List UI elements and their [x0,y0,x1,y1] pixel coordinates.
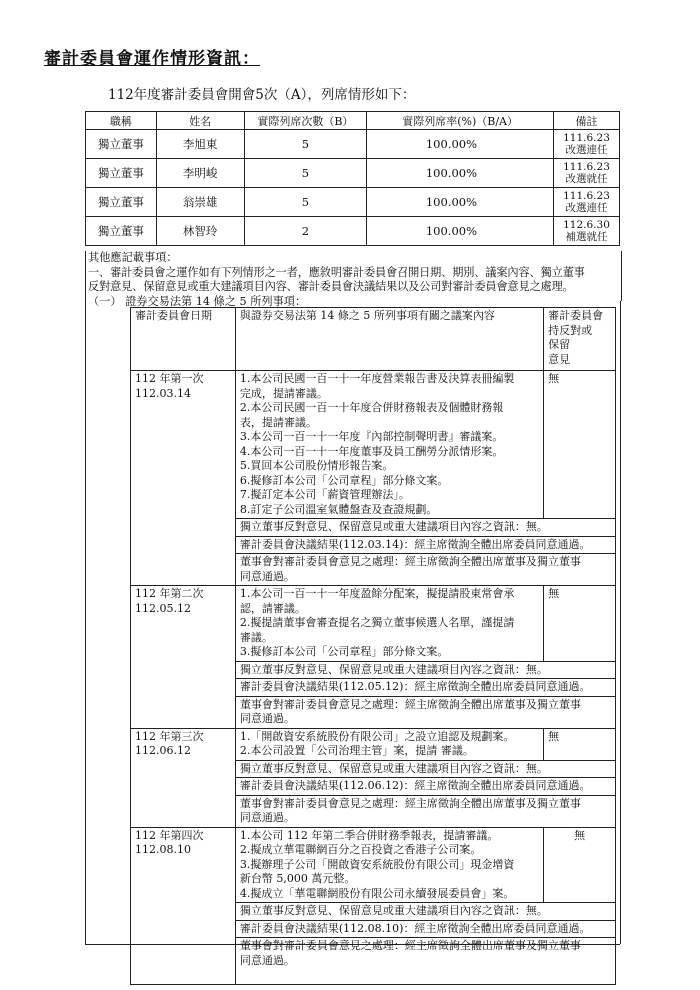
meeting-row [131,827,616,903]
agenda-item: 5.買回本公司股份情形報告案。 [239,459,394,472]
meeting-opinion-cell: 無 [544,371,616,519]
note-date: 111.6.23 [563,190,610,202]
agenda-item: 1.本公司民國一百一十一年度營業報告書及決算表冊編製 [239,372,515,385]
other-items-line: 一、審計委員會之運作如有下列情形之一者，應敘明審計委員會召開日期、期別、議案內容、獨立董事 [88,265,585,279]
agenda-item: 3.擬修訂本公司「公司章程」部分條文案。 [239,645,449,658]
attendance-header-row [86,112,620,130]
cell-rate: 100.00% [367,217,554,246]
header-note: 備註 [554,112,620,130]
header-opinion [544,308,616,371]
other-items-heading: 其他應記載事項： [88,251,178,264]
meeting-session: 112 年第一次 [135,372,204,385]
handling-line: 同意通過。 [239,811,295,824]
meeting-items-cell [235,728,543,760]
cell-name: 翁崇雄 [156,188,244,217]
other-items-line: 反對意見、保留意見或重大建議項目內容、審計委員會決議結果以及公司對審計委員會意見之處理。 [88,280,574,293]
meeting-session: 112 年第二次 [135,587,204,600]
header-opinion-line: 意見 [548,352,571,366]
resolution-info: 審計委員會決議結果(112.08.10)：經主席徵詢全體出席委員同意通過。 [235,920,615,938]
table-row [86,188,620,217]
agenda-item: 2.擬提請董事會審查提名之獨立董事候選人名單，謹提請 [239,616,515,629]
meeting-row [131,728,616,760]
cell-title: 獨立董事 [86,217,157,246]
agenda-item: 4.本公司一百一十一年度董事及員工酬勞分派情形案。 [239,444,504,458]
note-status: 改選連任 [565,202,608,214]
dissent-info: 獨立董事反對意見、保留意見或重大建議項目內容之資訊：無。 [235,519,615,537]
header-meeting-date: 審計委員會日期 [131,308,236,371]
meeting-session: 112 年第三次 [135,729,204,743]
agenda-item: 2.本公司民國一百一十年度合併財務報表及個體財務報 [239,401,504,414]
cell-count: 5 [244,130,367,159]
agenda-item: 6.擬修訂本公司「公司章程」部分條文案。 [239,473,449,487]
meeting-opinion-cell: 無 [544,586,616,662]
meeting-opinion-cell: 無 [544,827,616,903]
meeting-opinion-cell: 無 [544,728,616,760]
header-rate: 實際列席率(%)（B/A） [367,112,554,130]
cell-note [554,130,620,159]
meeting-date-cell [131,827,236,985]
meetings-header-row [131,308,616,371]
meeting-items-cell [235,586,543,662]
agenda-item: 完成，提請審議。 [239,386,328,400]
table-row [86,130,620,159]
cell-name: 林智玲 [156,217,244,246]
handling-info [235,938,615,985]
agenda-item: 4.擬成立「華電聯網股份有限公司永續發展委員會」案。 [239,886,515,900]
handling-info [235,795,615,827]
page-subtitle: 112年度審計委員會開會5次（A），列席情形如下： [108,87,416,103]
note-date: 111.6.23 [563,161,610,173]
table-row [86,159,620,188]
handling-line: 同意通過。 [239,569,295,583]
meeting-date: 112.08.10 [135,843,191,856]
cell-title: 獨立董事 [86,159,157,188]
handling-info [235,554,615,586]
agenda-item: 3.擬辦理子公司「開啟資安系統股份有限公司」現金增資 [239,857,515,871]
header-opinion-line: 保留 [548,338,571,351]
frame-right-border [620,301,621,944]
resolution-info: 審計委員會決議結果(112.06.12)：經主席徵詢全體出席委員同意通過。 [235,778,615,796]
cell-title: 獨立董事 [86,130,157,159]
handling-line: 董事會對審計委員會意見之處理：經主席徵詢全體出席董事及獨立董事 [239,555,581,568]
agenda-item: 表，提請審議。 [239,415,317,429]
handling-line: 董事會對審計委員會意見之處理：經主席徵詢全體出席董事及獨立董事 [239,697,581,711]
agenda-item: 1.本公司一百一十一年度盈餘分配案，擬提請股東常會承 [239,587,515,600]
cell-rate: 100.00% [367,159,554,188]
note-date: 111.6.23 [563,132,610,144]
agenda-item: 新台幣 5,000 萬元整。 [239,872,356,885]
note-status: 改選就任 [565,173,608,185]
meeting-date: 112.05.12 [135,601,191,615]
meeting-row [131,371,616,519]
cell-title: 獨立董事 [86,188,157,217]
agenda-item: 2.本公司設置「公司治理主管」案，提請 審議。 [239,744,474,757]
other-items-section [85,251,622,308]
meeting-date-cell [131,371,236,586]
cell-count: 5 [244,188,367,217]
handling-info [235,696,615,728]
agenda-item: 8.訂定子公司溫室氣體盤查及查證規劃。 [239,502,438,516]
dissent-info: 獨立董事反對意見、保留意見或重大建議項目內容之資訊：無。 [235,661,615,679]
cell-count: 5 [244,159,367,188]
cell-rate: 100.00% [367,188,554,217]
note-status: 補選就任 [565,231,608,243]
cell-note [554,159,620,188]
handling-line: 同意通過。 [239,712,295,725]
header-name: 姓名 [156,112,244,130]
handling-line: 同意通過。 [239,953,295,967]
header-count: 實際列席次數（B） [244,112,367,130]
resolution-info: 審計委員會決議結果(112.05.12)：經主席徵詢全體出席委員同意通過。 [235,679,615,697]
other-items-subheading: （一） 證券交易法第 14 條之 5 所列事項： [88,294,307,308]
handling-line: 董事會對審計委員會意見之處理：經主席徵詢全體出席董事及獨立董事 [239,796,581,810]
table-row [86,217,620,246]
agenda-item: 7.擬訂定本公司「薪資管理辦法」。 [239,488,410,501]
cell-note [554,217,620,246]
cell-count: 2 [244,217,367,246]
cell-rate: 100.00% [367,130,554,159]
meeting-session: 112 年第四次 [135,828,204,842]
meeting-date-cell [131,586,236,729]
agenda-item: 2.擬成立華電聯網百分之百投資之香港子公司案。 [239,843,482,856]
header-title: 職稱 [86,112,157,130]
meeting-row [131,586,616,662]
cell-name: 李明峻 [156,159,244,188]
meeting-date: 112.06.12 [135,744,191,757]
cell-note [554,188,620,217]
meetings-table [130,307,616,985]
attendance-table [85,111,620,246]
agenda-item: 1.「開啟資安系統股份有限公司」之設立追認及規劃案。 [239,729,515,743]
cell-name: 李旭東 [156,130,244,159]
handling-line: 董事會對審計委員會意見之處理：經主席徵詢全體出席董事及獨立董事 [239,939,581,952]
agenda-item: 審議。 [239,630,273,644]
header-agenda-content: 與證券交易法第 14 條之 5 所列事項有關之議案內容 [235,308,543,371]
meeting-date: 112.03.14 [135,386,191,400]
note-status: 改選連任 [565,144,608,156]
meeting-items-cell [235,827,543,903]
meeting-date-cell [131,728,236,827]
page-title: 審計委員會運作情形資訊： [44,49,260,69]
frame-left-border [85,301,86,944]
agenda-item: 3.本公司一百一十一年度『內部控制聲明書』審議案。 [239,430,504,443]
dissent-info: 獨立董事反對意見、保留意見或重大建議項目內容之資訊：無。 [235,760,615,778]
note-date: 112.6.30 [563,219,610,231]
agenda-item: 認，請審議。 [239,601,306,615]
header-opinion-line: 審計委員會 [548,309,604,322]
resolution-info: 審計委員會決議結果(112.03.14)：經主席徵詢全體出席委員同意通過。 [235,536,615,554]
meeting-items-cell [235,371,543,519]
dissent-info: 獨立董事反對意見、保留意見或重大建議項目內容之資訊：無。 [235,903,615,921]
header-opinion-line: 持反對或 [548,323,593,337]
agenda-item: 1.本公司 112 年第二季合併財務季報表，提請審議。 [239,828,499,842]
